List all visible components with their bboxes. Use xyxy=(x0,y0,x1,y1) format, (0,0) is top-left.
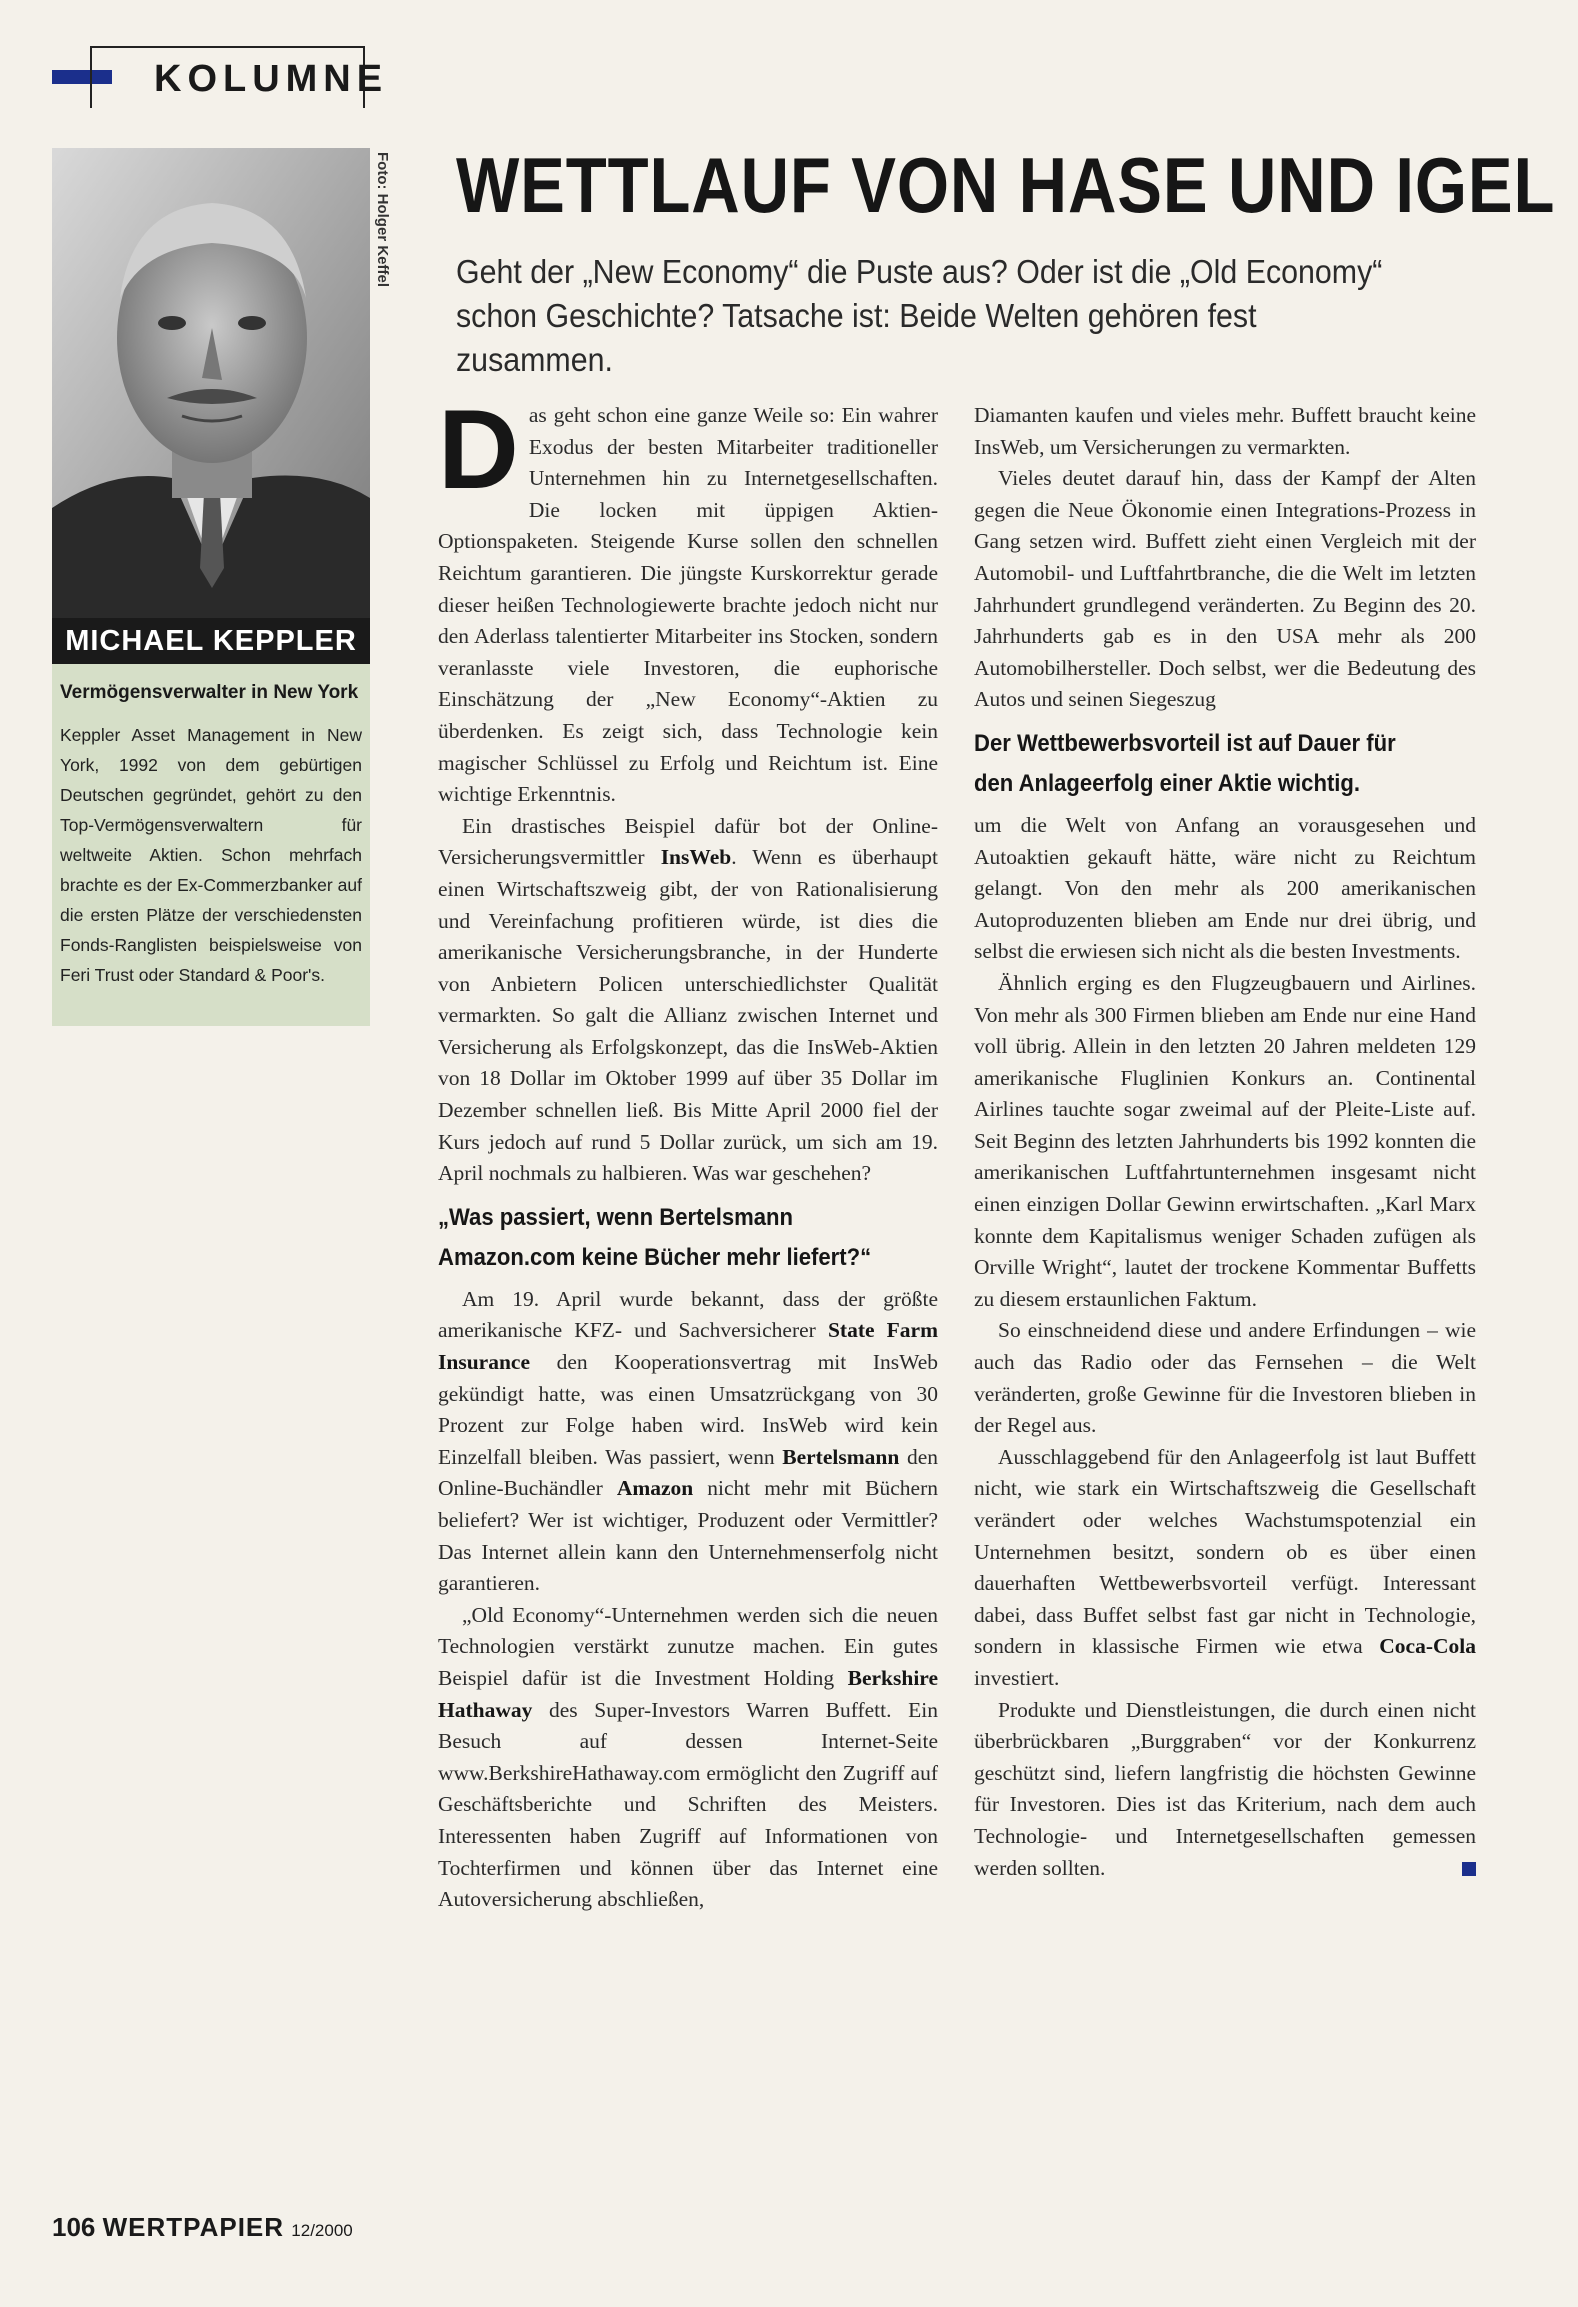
company-name: InsWeb xyxy=(660,845,732,870)
paragraph xyxy=(438,1600,938,1916)
section-label-text: KOLUMNE xyxy=(154,58,389,100)
article-column-1 xyxy=(438,387,939,1916)
paragraph-text: Produkte und Dienstleistungen, die durch einen nicht überbrückbaren „Burggraben“ vor der Konkurrenz geschützt sind, liefern langfristig die höchsten Gewinne für Investoren. Dies ist das Kriterium, nach dem auch Technologie- und Internetgesellschaften gemessen werden sollten. xyxy=(974,1697,1476,1880)
paragraph: Vieles deutet darauf hin, dass der Kampf der Alten gegen die Neue Ökonomie einen Integrations-Prozess in Gang setzen wird. Buffett zieht einen Vergleich mit der Automobil- und Luftfahrtbranche, die die Welt im letzten Jahrhundert grundlegend veränderten. Zu Beginn des 20. Jahrhunderts gab es in den USA mehr als 200 Automobilhersteller. Doch selbst, wer die Bedeutung des Autos und seinen Siegeszug xyxy=(974,466,1476,712)
paragraph-text: den Kooperationsvertrag mit InsWeb gekündigt hatte, was einen Umsatzrückgang von 30 Prozent zur Folge haben wird. InsWeb wird kein Einzelfall bleiben. Was passiert, wenn xyxy=(438,1350,938,1469)
end-mark-icon xyxy=(1462,1862,1476,1876)
author-role: Vermögensverwalter in New York xyxy=(60,682,359,703)
paragraph: Ähnlich erging es den Flugzeugbauern und Airlines. Von mehr als 300 Firmen blieben am Ende nur eine Hand voll übrig. Allein in den letzten 20 Jahren meldeten 129 amerikanische Fluglinien Konkurs an. Continental Airlines tauchte sogar zweimal auf der Pleite-Liste auf. Seit Beginn des letzten Jahrhunderts bis 1992 konnten die amerikanischen Luftfahrtunternehmen insgesamt nicht einen einzigen Dollar Gewinn erwirtschaften. „Karl Marx konnte dem Kapitalismus weniger Schaden zufügen als Orville Wright“, lautet der trockene Kommentar Buffetts zu diesem erstaunlichen Faktum. xyxy=(974,970,1476,1311)
pull-quote: Der Wettbewerbsvorteil ist auf Dauer für den Anlageerfolg einer Aktie wichtig. xyxy=(974,729,1396,797)
author-bio-box xyxy=(52,618,370,1026)
paragraph-text: den Online-Buchändler xyxy=(438,1444,939,1501)
paragraph-text: Ein drastisches Beispiel dafür bot der Online-Versicherungsvermittler xyxy=(438,813,938,870)
paragraph xyxy=(438,811,938,1190)
company-name: State Farm Insurance xyxy=(438,1318,938,1375)
paragraph-text: „Old Economy“-Unternehmen werden sich die neuen Technologien verstärkt zunutze machen. Ein gutes Beispiel dafür ist die Investment Holding xyxy=(438,1602,938,1690)
article-column-2 xyxy=(974,400,1476,1884)
pull-quote: „Was passiert, wenn Bertelsmann Amazon.com keine Bücher mehr liefert?“ xyxy=(438,1203,872,1271)
author-bio: Keppler Asset Management in New York, 1992 von dem gebürtigen Deutschen gegründet, gehört zu den Top-Vermögensverwaltern für weltweite Aktien. Schon mehrfach brachte es der Ex-Commerzbanker auf die ersten Plätze der verschiedensten Fonds-Ranglisten beispielsweise von Feri Trust oder Standard & Poor's. xyxy=(60,725,362,985)
paragraph xyxy=(974,1695,1476,1885)
paragraph-text: . Wenn es überhaupt einen Wirtschaftszweig gibt, der von Rationalisierung und Vereinfachung profitieren würde, ist dies die amerikanische Versicherungsbranche, in der Hunderte von Anbietern Policen unterschiedlichster Qualität vermarkten. So galt die Allianz zwischen Internet und Versicherung als Erfolgskonzept, das die InsWeb-Aktien von 18 Dollar im Oktober 1999 auf über 35 Dollar im Dezember schnellen ließ. Bis Mitte April 2000 fiel der Kurs jedoch auf rund 5 Dollar zurück, um sich am 19. April nochmals zu halbieren. Was war geschehen? xyxy=(438,845,938,1186)
paragraph-text: Ausschlaggebend für den Anlageerfolg ist laut Buffett nicht, wie stark ein Wirtschaftszweig die Gesellschaft verändert oder welches Wachstumspotenzial ein Unternehmen besitzt, sondern ob es über einen dauerhaften Wettbewerbsvorteil verfügt. Interessant dabei, dass Buffet selbst fast gar nicht in Technologie, sondern in klassische Firmen wie etwa xyxy=(974,1444,1476,1659)
page-footer xyxy=(52,2212,353,2243)
dropcap: D xyxy=(438,387,519,512)
paragraph-text: des Super-Investors Warren Buffett. Ein Besuch auf dessen Internet-Seite www.BerkshireHathaway.com ermöglicht den Zugriff auf Geschäftsberichte und Schriften des Meisters. Interessenten haben Zugriff auf Informationen von Tochterfirmen und können über das Internet eine Autoversicherung abschließen, xyxy=(438,1697,938,1912)
paragraph xyxy=(438,387,938,811)
article-headline: WETTLAUF VON HASE UND IGEL xyxy=(456,141,1556,229)
paragraph-text: Am 19. April wurde bekannt, dass der größte amerikanische KFZ- und Sachversicherer xyxy=(438,1286,938,1343)
photo-credit: Foto: Holger Keffel xyxy=(374,152,391,287)
section-label xyxy=(52,46,389,108)
company-name: Berkshire Hathaway xyxy=(438,1665,938,1722)
paragraph: um die Welt von Anfang an vorausgesehen und Autoaktien gekauft hätte, wäre nicht zu Reichtum gelangt. Von den mehr als 200 amerikanischen Autoproduzenten blieben am Ende nur drei übrig, und selbst die erwiesen sich nicht als die besten Investments. xyxy=(974,812,1476,964)
paragraph: Diamanten kaufen und vieles mehr. Buffett braucht keine InsWeb, um Versicherungen zu vermarkten. xyxy=(974,403,1476,459)
paragraph-text: as geht schon eine ganze Weile so: Ein wahrer Exodus der besten Mitarbeiter traditioneller Unternehmen hin zu Internetgesellschaften. Die locken mit üppigen Aktien-Optionspaketen. Steigende Kurse sollen den schnellen Reichtum garantieren. Die jüngste Kurskorrektur gerade dieser heißen Technologiewerte brachte jedoch nicht nur den Aderlass talentierter Mitarbeiter ins Stocken, sondern veranlasste viele Investoren, die euphorische Einschätzung der „New Economy“-Aktien zu überdenken. Es zeigt sich, dass Technologie kein magischer Schlüssel zu Erfolg und Reichtum ist. Eine wichtige Erkenntnis. xyxy=(438,403,938,807)
article-subhead: Geht der „New Economy“ die Puste aus? Oder ist die „Old Economy“ schon Geschichte? Tatsache ist: Beide Welten gehören fest zusammen. xyxy=(456,253,1383,378)
paragraph: So einschneidend diese und andere Erfindungen – wie auch das Radio oder das Fernsehen – die Welt veränderten, große Gewinne für die Investoren blieben in der Regel aus. xyxy=(974,1318,1476,1438)
page-number: 106 xyxy=(52,2212,96,2242)
paragraph xyxy=(438,1284,938,1600)
author-photo xyxy=(52,148,370,618)
company-name: Amazon xyxy=(616,1476,694,1501)
author-name: MICHAEL KEPPLER xyxy=(52,618,370,664)
company-name: Bertelsmann xyxy=(782,1444,900,1469)
magazine-name: WERTPAPIER xyxy=(102,2212,285,2242)
paragraph xyxy=(974,1442,1476,1695)
label-frame-left xyxy=(90,46,92,108)
issue-number: 12/2000 xyxy=(291,2221,353,2240)
company-name: Coca-Cola xyxy=(1379,1634,1476,1659)
paragraph-text: investiert. xyxy=(974,1665,1060,1690)
paragraph-text: nicht mehr mit Büchern beliefert? Wer ist wichtiger, Produzent oder Vermittler? Das Internet allein kann den Unternehmenserfolg nicht garantieren. xyxy=(438,1476,939,1596)
